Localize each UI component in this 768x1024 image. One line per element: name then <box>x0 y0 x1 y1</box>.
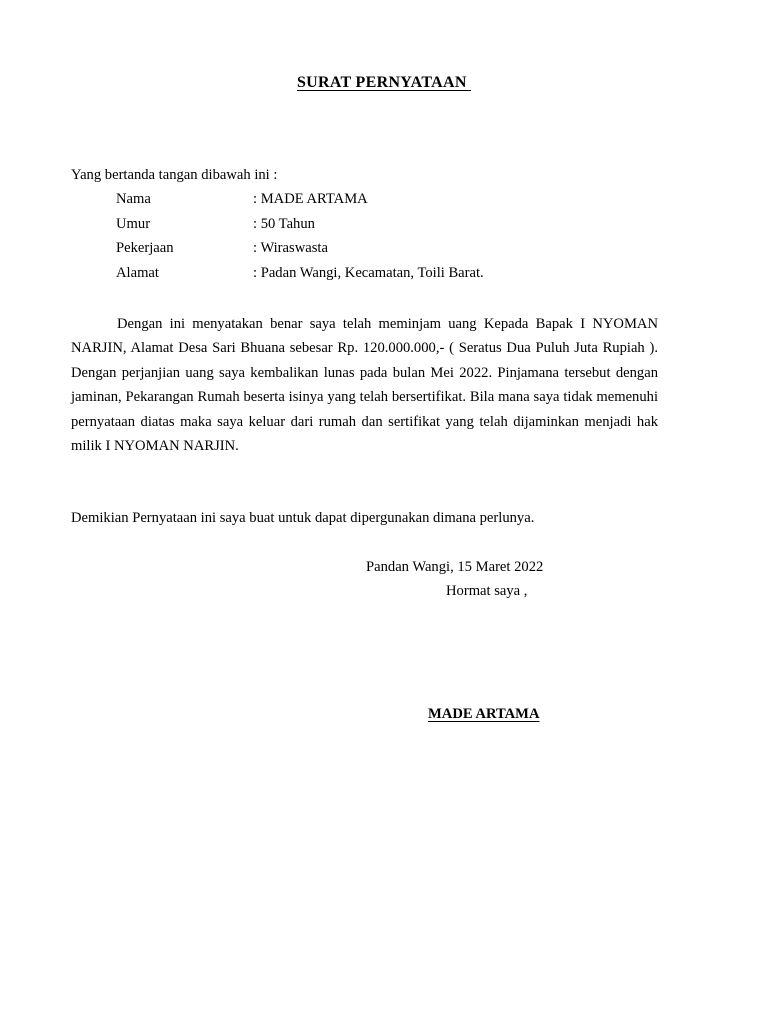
field-row-occupation <box>116 240 484 265</box>
field-row-age <box>116 216 484 241</box>
closing-text: Demikian Pernyataan ini saya buat untuk dapat dipergunakan dimana perlunya. <box>71 510 535 526</box>
signer-name: MADE ARTAMA <box>428 706 540 722</box>
identity-fields <box>116 191 484 289</box>
field-row-address <box>116 265 484 290</box>
statement-paragraph: Dengan ini menyatakan benar saya telah meminjam uang Kepada Bapak I NYOMAN NARJIN, Alamat Desa Sari Bhuana sebesar Rp. 120.000.000,- ( Seratus Dua Puluh Juta Rupiah ). Dengan perjanjian uang saya kembalikan lunas pada bulan Mei 2022. Pinjamana tersebut dengan jaminan, Pekarangan Rumah beserta isinya yang telah bersertifikat. Bila mana saya tidak memenuhi pernyataan diatas maka saya keluar dari rumah dan sertifikat yang telah dijaminkan menjadi hak milik I NYOMAN NARJIN. <box>71 316 658 455</box>
field-value: : MADE ARTAMA <box>253 191 368 207</box>
field-label: Alamat <box>116 264 159 281</box>
place-date: Pandan Wangi, 15 Maret 2022 <box>366 559 544 575</box>
field-value: : Padan Wangi, Kecamatan, Toili Barat. <box>253 264 484 281</box>
field-value: : 50 Tahun <box>253 215 315 232</box>
field-label: Nama <box>116 191 151 207</box>
field-label: Umur <box>116 215 151 232</box>
field-label: Pekerjaan <box>116 240 174 256</box>
regards-text: Hormat saya , <box>446 583 528 599</box>
document-title <box>0 74 768 92</box>
field-row-name <box>116 191 484 216</box>
document-title-text: SURAT PERNYATAAN <box>296 74 471 91</box>
field-value: : Wiraswasta <box>253 240 328 256</box>
intro-text: Yang bertanda tangan dibawah ini : <box>71 167 278 183</box>
